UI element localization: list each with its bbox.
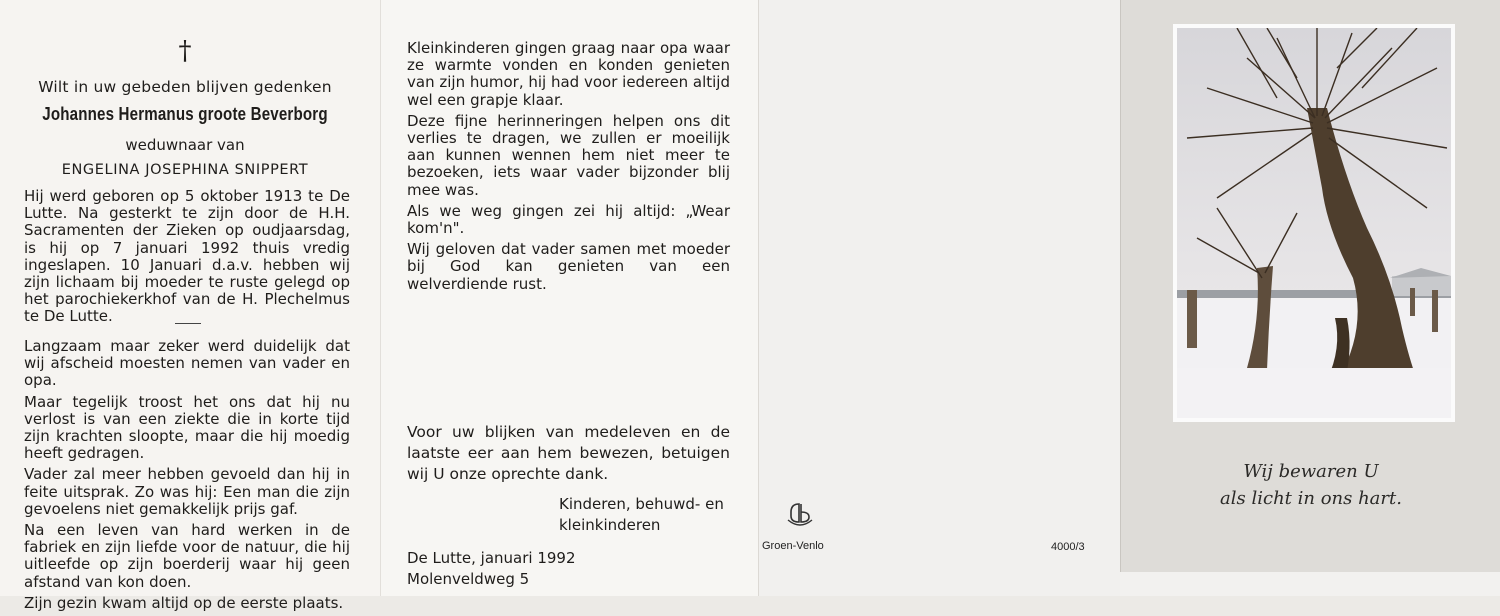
- thanks-text: Voor uw blijken van medeleven en de laatste eer aan hem bewezen, betuigen wij U onze oprechte dank.: [407, 423, 730, 483]
- paragraph: Vader zal meer hebben gevoeld dan hij in feite uitsprak. Zo was hij: Een man die zijn gevoelens niet gemakkelijk prijs gaf.: [24, 465, 350, 518]
- widow-of-line: weduwnaar van: [125, 136, 245, 154]
- place-date: De Lutte, januari 1992: [407, 549, 576, 567]
- publisher-name: Groen-Venlo: [762, 540, 824, 552]
- memorial-quote: [1121, 458, 1500, 512]
- scan-background: [1120, 572, 1500, 596]
- winter-willow-photo: [1173, 24, 1455, 422]
- paragraph: Langzaam maar zeker werd duidelijk dat wij afscheid moesten nemen van vader en opa.: [24, 337, 350, 390]
- paragraph: Na een leven van hard werken in de fabriek en zijn liefde voor de natuur, die hij uitleefde op zijn boerderij waar hij geen afstand van kon doen.: [24, 521, 350, 591]
- address: Molenveldweg 5: [407, 570, 530, 588]
- paragraph: Maar tegelijk troost het ons dat hij nu verlost is van een ziekte die in korte tijd zijn krachten sloopte, maar die hij moedig heeft gedragen.: [24, 392, 350, 463]
- paragraph: Als we weg gingen zei hij altijd: „Wear kom'n".: [407, 201, 730, 238]
- paragraph: Wij geloven dat vader samen met moeder bij God kan genieten van een welverdiende rust.: [407, 240, 730, 293]
- deceased-name: Johannes Hermanus groote Beverborg: [42, 104, 328, 124]
- card-page-right-inner: [380, 0, 758, 596]
- memorial-text-left: [24, 338, 350, 616]
- cross-icon: †: [178, 36, 192, 66]
- memorial-text-right: [407, 40, 730, 297]
- card-back-page: [758, 0, 1120, 596]
- paragraph: Deze fijne herinneringen helpen ons dit verlies te dragen, we zullen er moeilijk aan kunnen wennen hem niet meer te bezoeken, iets waar vader bijzonder blij mee was.: [407, 111, 730, 199]
- biography-paragraph: Hij werd geboren op 5 oktober 1913 te De Lutte. Na gesterkt te zijn door de H.H. Sacramenten der Zieken op oudjaarsdag, is hij op 7 januari 1992 thuis vredig ingeslapen. 10 Januari d.a.v. hebben wij zijn lichaam bij moeder te ruste gelegd op het parochiekerkhof van de H. Plechelmus te De Lutte.: [24, 187, 350, 326]
- biography-text: [24, 188, 350, 330]
- intro-line: Wilt in uw gebeden blijven gedenken: [38, 78, 332, 96]
- paragraph: Zijn gezin kwam altijd op de eerste plaats.: [24, 593, 344, 612]
- paragraph: Kleinkinderen gingen graag naar opa waar ze warmte vonden en konden genieten van zijn humor, hij had voor iedereen altijd wel een grapje klaar.: [407, 39, 730, 109]
- card-front-page: [1120, 0, 1500, 572]
- product-code: 4000/3: [1051, 541, 1085, 553]
- divider: [175, 323, 201, 324]
- quote-line: als licht in ons hart.: [1220, 488, 1402, 509]
- gb-monogram-icon: [785, 500, 815, 530]
- card-page-left: [0, 0, 380, 612]
- spouse-name: ENGELINA JOSEPHINA SNIPPERT: [61, 162, 309, 178]
- quote-line: Wij bewaren U: [1243, 461, 1379, 482]
- signature-line: Kinderen, behuwd- en kleinkinderen: [559, 495, 724, 534]
- place-and-address: [407, 548, 576, 590]
